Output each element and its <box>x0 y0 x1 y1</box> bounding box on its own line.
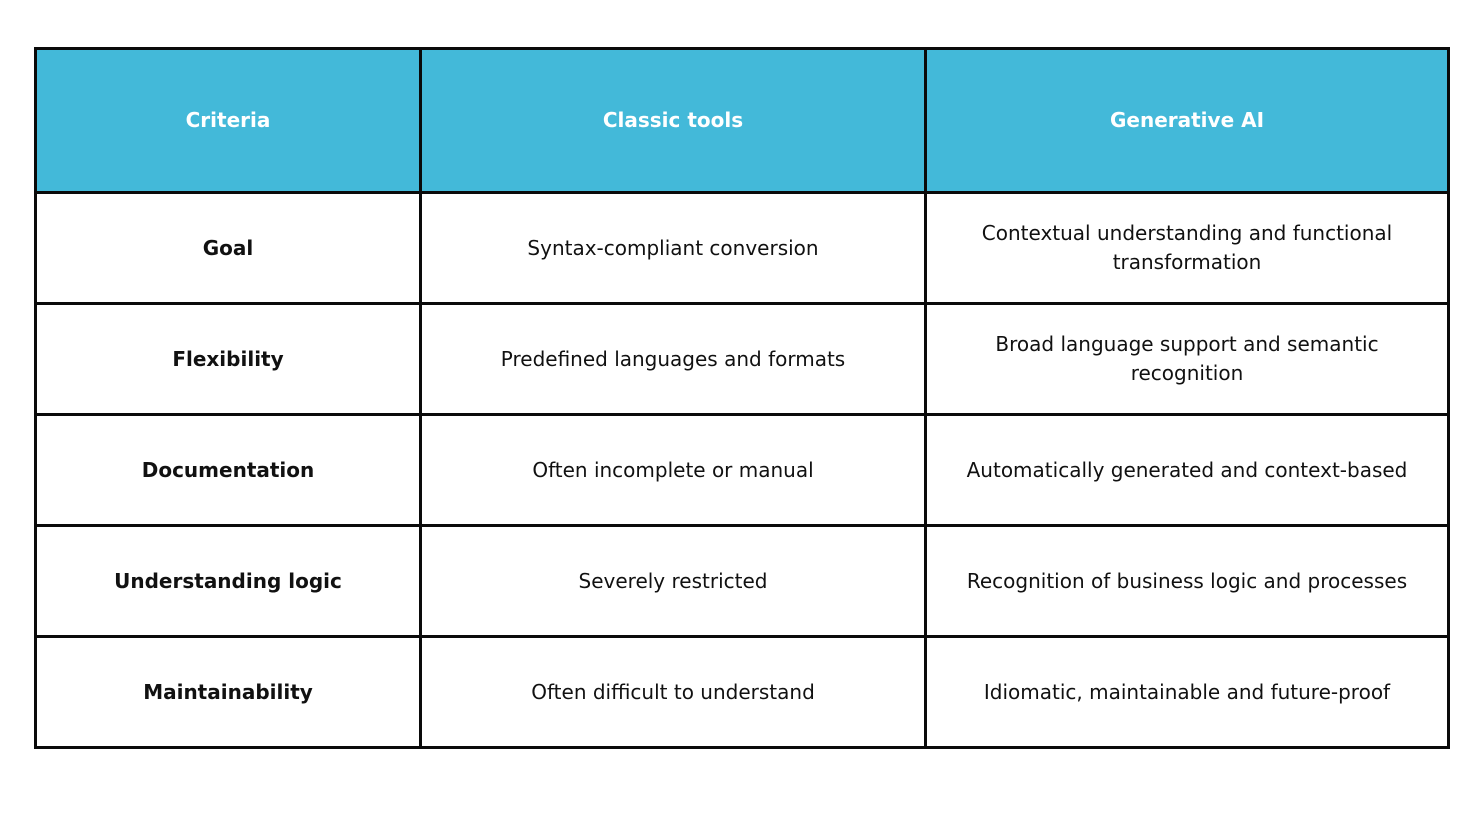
header-generative-ai: Generative AI <box>926 49 1449 193</box>
table-row <box>36 637 1449 748</box>
header-classic-tools: Classic tools <box>421 49 926 193</box>
criteria-cell: Maintainability <box>36 637 421 748</box>
classic-cell: Severely restricted <box>421 526 926 637</box>
comparison-table <box>34 47 1450 749</box>
header-row <box>36 49 1449 193</box>
genai-cell: Idiomatic, maintainable and future-proof <box>926 637 1449 748</box>
table-row <box>36 193 1449 304</box>
criteria-cell: Understanding logic <box>36 526 421 637</box>
classic-cell: Often incomplete or manual <box>421 415 926 526</box>
genai-cell: Automatically generated and context-based <box>926 415 1449 526</box>
criteria-cell: Goal <box>36 193 421 304</box>
classic-cell: Predefined languages and formats <box>421 304 926 415</box>
criteria-cell: Documentation <box>36 415 421 526</box>
table-row <box>36 304 1449 415</box>
genai-cell: Broad language support and semantic recognition <box>926 304 1449 415</box>
classic-cell: Often difficult to understand <box>421 637 926 748</box>
header-criteria: Criteria <box>36 49 421 193</box>
genai-cell: Contextual understanding and functional transformation <box>926 193 1449 304</box>
table-row <box>36 415 1449 526</box>
table-row <box>36 526 1449 637</box>
criteria-cell: Flexibility <box>36 304 421 415</box>
classic-cell: Syntax-compliant conversion <box>421 193 926 304</box>
genai-cell: Recognition of business logic and processes <box>926 526 1449 637</box>
